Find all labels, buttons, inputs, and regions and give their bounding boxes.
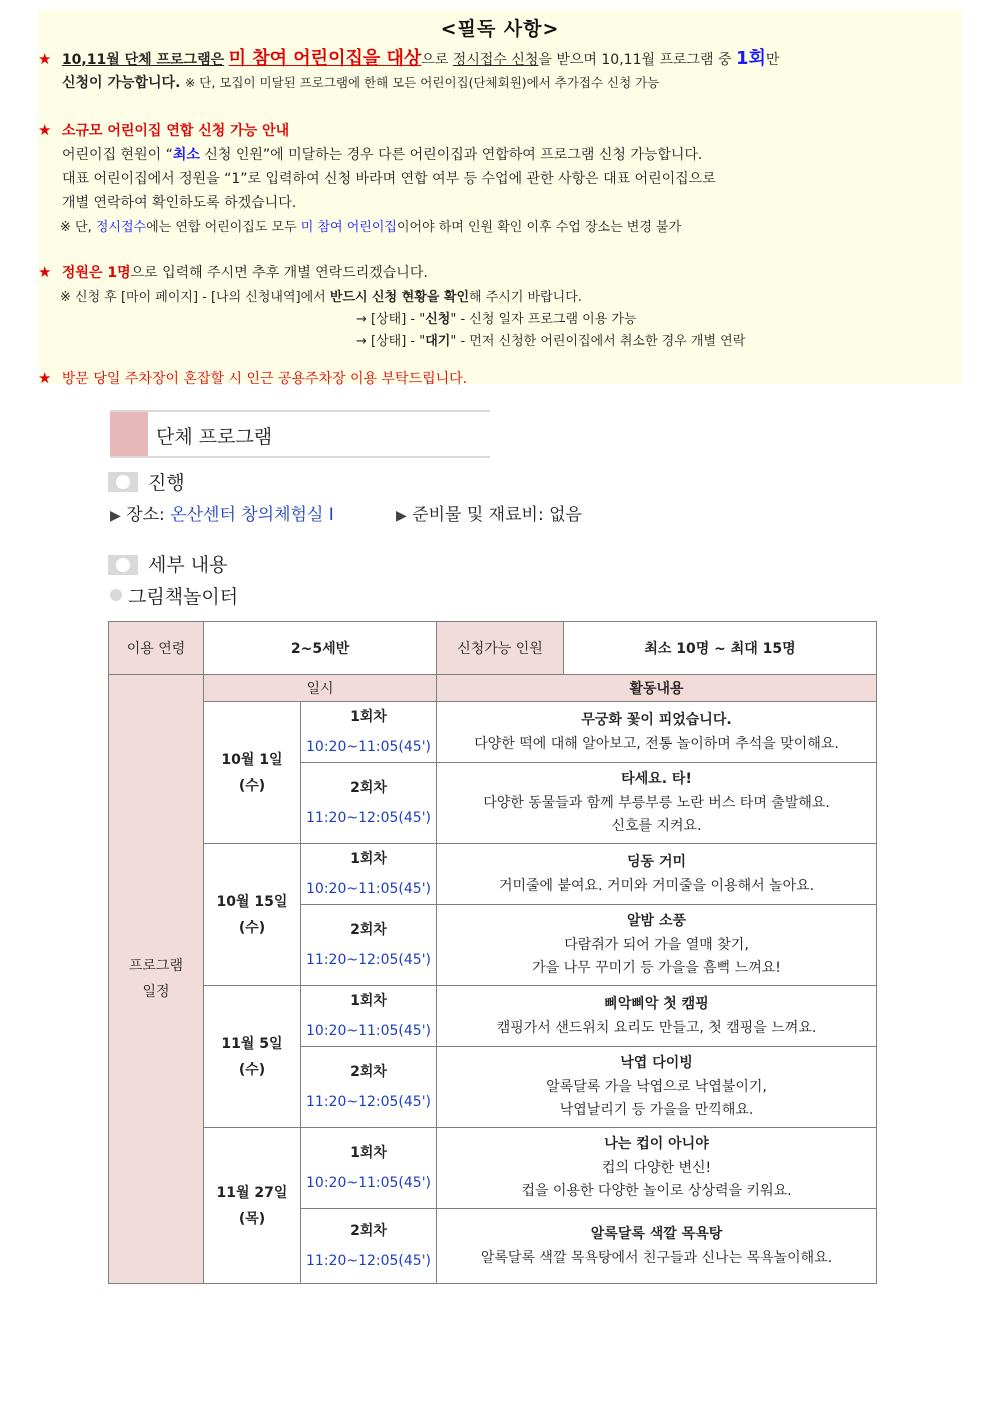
notice-text: 해 주시기 바랍니다. <box>469 290 582 305</box>
notice-text: 신청 인원”에 미달하는 경우 다른 어린이집과 연합하여 프로그램 신청 가능합니다. <box>199 147 703 163</box>
capacity-value: 최소 10명 ~ 최대 15명 <box>564 622 877 675</box>
notice-nonpart: 미 참여 어린이집 <box>300 220 397 235</box>
section-title: 단체 프로그램 <box>156 426 273 448</box>
notice-text: 만 <box>765 52 780 68</box>
notice-text: 으로 입력해 주시면 추후 개별 연락드리겠습니다. <box>130 265 428 281</box>
activity-cell <box>437 1128 877 1209</box>
notice-check: 반드시 신청 현황을 확인 <box>329 290 470 305</box>
table-header-row <box>109 622 877 675</box>
time-text: 10:20~11:05(45') <box>306 739 432 755</box>
notice-regular: 정시접수 <box>95 220 147 235</box>
circle-bullet-icon <box>108 555 138 575</box>
round-cell <box>301 905 437 986</box>
date-cell <box>204 844 301 986</box>
round-text: 1회차 <box>350 1145 387 1161</box>
place-label: 장소: <box>126 505 165 525</box>
notice-text: ※ 단, <box>60 220 96 235</box>
notice-text: 어린이집 현원이 “ <box>62 147 173 163</box>
notice-capacity-one: 1명 <box>107 265 131 281</box>
activity-cell <box>437 1209 877 1284</box>
notice-text: 을 받으며 10,11월 프로그램 중 <box>538 52 732 68</box>
round-cell <box>301 1209 437 1284</box>
notice-text: 으로 <box>421 52 449 68</box>
notice-item-1-line-2 <box>62 72 659 92</box>
activity-title: 삐악삐악 첫 캠핑 <box>604 995 709 1012</box>
notice-item-1 <box>38 44 779 70</box>
round-text: 2회차 <box>350 922 387 938</box>
activity-desc: 컵을 이용한 다양한 놀이로 상상력을 키워요. <box>521 1183 792 1199</box>
notice-text: 신청이 가능합니다. <box>62 75 181 91</box>
notice-min: 최소 <box>172 147 200 163</box>
activity-title: 타세요. 타! <box>621 771 692 787</box>
round-text: 2회차 <box>350 1064 387 1080</box>
activity-desc: 거미줄에 붙여요. 거미와 거미줄을 이용해서 놀아요. <box>498 877 815 894</box>
schedule-table <box>108 621 877 1284</box>
notice-text: ※ 신청 후 [마이 페이지] - [나의 신청내역]에서 <box>60 290 330 305</box>
place-value: 온산센터 창의체험실 I <box>170 505 334 525</box>
notice-text: 이어야 하며 인원 확인 이후 수업 장소는 변경 불가 <box>396 220 682 235</box>
time-text: 11:20~12:05(45') <box>306 1094 432 1110</box>
table-row <box>109 986 877 1047</box>
table-row <box>109 844 877 905</box>
age-label: 이용 연령 <box>109 622 204 675</box>
notice-text: → [상태] - " <box>356 334 426 349</box>
notice-title: <필독 사항> <box>440 18 560 40</box>
date-text: 10월 1일 <box>221 751 283 768</box>
activity-desc: 다양한 떡에 대해 알아보고, 전통 놀이하며 추석을 맞이해요. <box>474 735 839 752</box>
activity-title: 나는 컵이 아니야 <box>604 1136 709 1152</box>
materials-text: 준비물 및 재료비: 없음 <box>412 505 582 525</box>
activity-title: 무궁화 꽃이 피었습니다. <box>581 711 732 728</box>
activity-cell <box>437 763 877 844</box>
round-cell <box>301 844 437 905</box>
section-heading <box>110 410 490 458</box>
weekday-text: (수) <box>238 1061 266 1078</box>
notice-text: → [상태] - " <box>356 312 426 327</box>
schedule-label-line: 일정 <box>142 984 170 1000</box>
dot-bullet-icon <box>110 589 122 601</box>
notice-item-2-line-2: 대표 어린이집에서 정원을 “1”로 입력하여 신청 바라며 연합 여부 등 수업에 관한 사항은 대표 어린이집으로 <box>62 171 716 187</box>
activity-title: 낙엽 다이빙 <box>620 1055 693 1071</box>
notice-heading: 소규모 어린이집 연합 신청 가능 안내 <box>61 123 290 139</box>
time-text: 10:20~11:05(45') <box>306 1023 432 1039</box>
time-text: 10:20~11:05(45') <box>306 881 432 897</box>
date-text: 10월 15일 <box>216 893 288 910</box>
activity-title: 알록달록 색깔 목욕탕 <box>590 1225 723 1242</box>
star-icon: ★ <box>38 263 52 281</box>
star-icon: ★ <box>38 50 52 68</box>
weekday-text: (수) <box>238 919 266 936</box>
table-subheader-row <box>109 675 877 702</box>
notice-item-4 <box>38 368 467 388</box>
triangle-right-icon: ▶ <box>110 508 121 524</box>
notice-target-highlight: 미 참여 어린이집을 대상 <box>228 48 422 69</box>
activity-cell <box>437 702 877 763</box>
notice-item-2-line-3: 개별 연락하여 확인하도록 하겠습니다. <box>62 195 297 211</box>
table-row <box>109 702 877 763</box>
star-icon: ★ <box>38 369 52 387</box>
activity-cell <box>437 905 877 986</box>
activity-desc: 낙엽날리기 등 가을을 만끽해요. <box>559 1102 754 1118</box>
age-value: 2~5세반 <box>204 622 437 675</box>
notice-item-3-line-2 <box>60 286 582 305</box>
activity-desc: 신호를 지켜요. <box>611 818 702 834</box>
activity-desc: 알록달록 가을 낙엽으로 낙엽불이기, <box>546 1079 767 1095</box>
weekday-text: (수) <box>238 777 266 794</box>
date-cell <box>204 1128 301 1284</box>
time-text: 11:20~12:05(45') <box>306 810 432 826</box>
date-text: 11월 27일 <box>216 1184 288 1201</box>
place-row <box>110 500 334 525</box>
notice-item-3-line-3 <box>356 308 637 327</box>
round-cell <box>301 1128 437 1209</box>
time-text: 11:20~12:05(45') <box>306 1253 432 1269</box>
time-text: 11:20~12:05(45') <box>306 952 432 968</box>
circle-bullet-icon <box>108 472 138 492</box>
notice-text: " - 먼저 신청한 어린이집에서 취소한 경우 개별 연락 <box>450 334 746 349</box>
status-apply: 신청 <box>425 312 451 327</box>
notice-regular-apply: 정시접수 신청 <box>452 52 539 68</box>
progress-label: 진행 <box>148 472 185 494</box>
notice-item-3 <box>38 262 428 282</box>
date-text: 11월 5일 <box>221 1035 283 1052</box>
col-activity: 활동내용 <box>437 675 877 702</box>
activity-desc: 컵의 다양한 변신! <box>601 1160 712 1176</box>
date-cell <box>204 986 301 1128</box>
activity-desc: 가을 나무 꾸미기 등 가을을 흠뻑 느껴요! <box>532 960 781 976</box>
notice-item-2-line-4 <box>60 216 681 235</box>
notice-months: 10,11월 단체 프로그램은 <box>61 52 225 68</box>
triangle-right-icon: ▶ <box>396 508 407 524</box>
star-icon: ★ <box>38 121 52 139</box>
notice-parking: 방문 당일 주차장이 혼잡할 시 인근 공용주차장 이용 부탁드립니다. <box>61 371 468 387</box>
round-text: 2회차 <box>350 780 387 796</box>
activity-cell <box>437 986 877 1047</box>
round-cell <box>301 702 437 763</box>
notice-text: 정원은 <box>61 265 108 281</box>
weekday-text: (목) <box>238 1210 266 1227</box>
notice-item-2 <box>38 120 289 140</box>
schedule-label <box>109 675 204 1284</box>
section-heading-marker <box>110 412 148 456</box>
activity-title: 알밤 소풍 <box>627 913 686 929</box>
round-text: 1회차 <box>350 993 387 1009</box>
activity-cell <box>437 844 877 905</box>
notice-count: 1회 <box>735 48 766 69</box>
round-cell <box>301 986 437 1047</box>
table-row <box>109 1128 877 1209</box>
activity-desc: 캠핑가서 샌드위치 요리도 만들고, 첫 캠핑을 느껴요. <box>496 1019 817 1036</box>
activity-desc: 다람쥐가 되어 가을 열매 찾기, <box>564 937 749 953</box>
col-datetime: 일시 <box>204 675 437 702</box>
notice-box <box>38 10 962 387</box>
notice-text: " - 신청 일자 프로그램 이용 가능 <box>450 312 637 327</box>
activity-desc: 다양한 동물들과 함께 부릉부릉 노란 버스 타며 출발해요. <box>483 795 830 811</box>
materials-row <box>396 500 582 525</box>
date-cell <box>204 702 301 844</box>
round-cell <box>301 1047 437 1128</box>
schedule-label-line: 프로그램 <box>128 958 184 974</box>
activity-cell <box>437 1047 877 1128</box>
status-wait: 대기 <box>425 334 451 349</box>
notice-item-3-line-4 <box>356 330 745 349</box>
notice-item-2-line-1 <box>62 144 702 164</box>
notice-note: ※ 단, 모집이 미달된 프로그램에 한해 모든 어린이집(단체회원)에서 추가접수 신청 가능 <box>184 75 660 90</box>
round-text: 1회차 <box>350 851 387 867</box>
program-name: 그림책놀이터 <box>128 586 239 608</box>
round-text: 2회차 <box>350 1223 387 1239</box>
capacity-label: 신청가능 인원 <box>437 622 564 675</box>
detail-label: 세부 내용 <box>148 554 228 576</box>
notice-text: 에는 연합 어린이집도 모두 <box>146 220 301 235</box>
activity-desc: 알록달록 색깔 목욕탕에서 친구들과 신나는 목욕놀이해요. <box>480 1249 833 1266</box>
activity-title: 딩동 거미 <box>627 853 686 870</box>
time-text: 10:20~11:05(45') <box>306 1175 432 1191</box>
round-text: 1회차 <box>350 709 387 725</box>
round-cell <box>301 763 437 844</box>
